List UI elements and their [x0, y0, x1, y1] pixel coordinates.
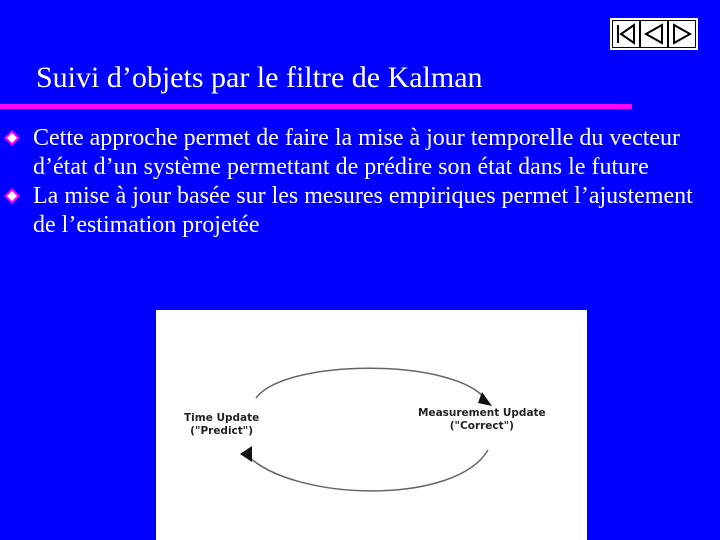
time-update-subtitle: ("Predict")	[190, 425, 254, 437]
measurement-update-label	[418, 407, 546, 433]
upper-arc	[256, 368, 486, 400]
measurement-update-subtitle: ("Correct")	[449, 420, 514, 432]
bullet-item	[0, 124, 720, 182]
bullet-text: La mise à jour basée sur les mesures empiriques permet l’ajustement de l’estimation projetée	[33, 183, 693, 238]
kalman-cycle-diagram	[156, 310, 587, 540]
triangle-left-icon	[642, 22, 666, 46]
time-update-label	[184, 412, 259, 438]
time-update-title: Time Update	[184, 412, 260, 424]
lower-arc	[248, 450, 488, 491]
slide-title: Suivi d’objets par le filtre de Kalman	[36, 61, 483, 94]
arrow-head-left-icon	[240, 446, 252, 462]
triangle-right-icon	[670, 22, 694, 46]
first-slide-button[interactable]	[613, 21, 639, 47]
next-slide-button[interactable]	[669, 21, 695, 47]
title-underline	[0, 104, 632, 109]
bullet-text: Cette approche permet de faire la mise à jour temporelle du vecteur d’état d’un système permettant de prédire son état dans le future	[33, 125, 681, 180]
slide-navigation	[610, 18, 698, 50]
bullet-item	[0, 182, 720, 240]
diamond-bullet-icon	[4, 130, 20, 146]
diamond-bullet-icon	[4, 188, 20, 204]
previous-slide-button[interactable]	[641, 21, 667, 47]
skip-to-first-icon	[614, 22, 638, 46]
bullet-list	[0, 124, 720, 240]
measurement-update-title: Measurement Update	[418, 407, 546, 419]
